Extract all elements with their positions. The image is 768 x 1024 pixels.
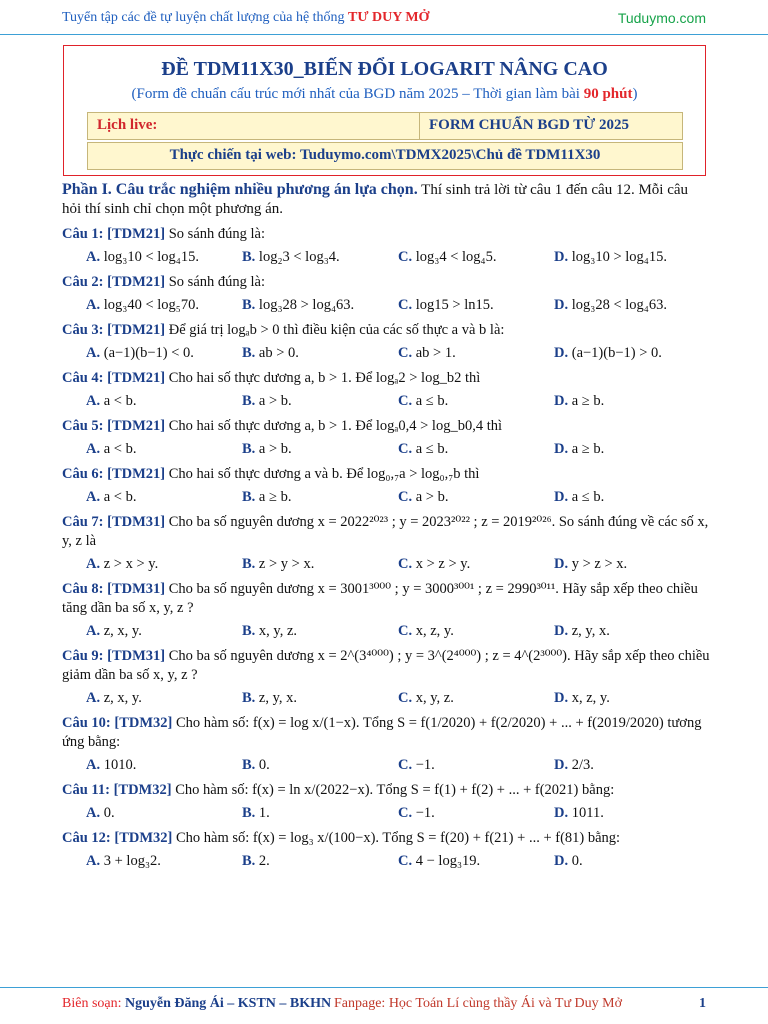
option-key: D. — [554, 757, 569, 773]
option-value: 3 + log₃2. — [103, 853, 161, 869]
answer-options — [86, 440, 710, 459]
option-value: a < b. — [103, 489, 137, 505]
answer-options — [86, 344, 710, 363]
question-text — [62, 580, 710, 618]
question-label: Câu 7: [TDM31] — [62, 514, 166, 530]
option-value: x, z, y. — [415, 623, 454, 639]
answer-option[interactable] — [554, 392, 710, 411]
exam-content — [62, 180, 710, 871]
option-value: log₃40 < log₅70. — [103, 297, 199, 313]
answer-option[interactable] — [86, 804, 242, 823]
question-body: So sánh đúng là: — [165, 226, 265, 242]
page-number: 1 — [699, 996, 706, 1011]
question — [62, 781, 710, 823]
author-name: Nguyễn Đăng Ái – KSTN – BKHN — [125, 996, 332, 1011]
option-key: D. — [554, 297, 569, 313]
option-key: A. — [86, 345, 101, 361]
answer-option[interactable] — [242, 622, 398, 641]
option-value: 0. — [571, 853, 583, 869]
question-label: Câu 6: [TDM21] — [62, 466, 166, 482]
answer-option[interactable] — [242, 440, 398, 459]
answer-option[interactable] — [554, 488, 710, 507]
answer-option[interactable] — [86, 555, 242, 574]
answer-option[interactable] — [398, 296, 554, 315]
part-title: Phần I. Câu trắc nghiệm nhiều phương án lựa chọn. — [62, 181, 418, 198]
option-key: B. — [242, 249, 256, 265]
question-body: Cho hàm số: f(x) = log₃ x/(100−x). Tổng S = f(20) + f(21) + ... + f(81) bằng: — [172, 830, 621, 846]
option-value: a ≤ b. — [415, 393, 449, 409]
option-key: D. — [554, 623, 569, 639]
option-value: a > b. — [258, 393, 292, 409]
option-key: B. — [242, 297, 256, 313]
option-key: A. — [86, 441, 101, 457]
web-row — [87, 142, 683, 170]
answer-option[interactable] — [86, 296, 242, 315]
answer-option[interactable] — [398, 344, 554, 363]
answer-option[interactable] — [242, 344, 398, 363]
option-value: −1. — [415, 757, 435, 773]
question-label: Câu 8: [TDM31] — [62, 581, 166, 597]
answer-option[interactable] — [242, 488, 398, 507]
answer-option[interactable] — [398, 804, 554, 823]
question-body: Cho hàm số: f(x) = ln x/(2022−x). Tổng S = f(1) + f(2) + ... + f(2021) bằng: — [171, 782, 615, 798]
option-value: z, x, y. — [103, 690, 142, 706]
page-header — [62, 10, 706, 32]
answer-option[interactable] — [554, 756, 710, 775]
answer-option[interactable] — [86, 689, 242, 708]
question — [62, 580, 710, 641]
question-text — [62, 321, 710, 340]
option-key: B. — [242, 393, 256, 409]
option-key: B. — [242, 853, 256, 869]
question-label: Câu 5: [TDM21] — [62, 418, 166, 434]
answer-options — [86, 689, 710, 708]
option-value: y > z > x. — [571, 556, 628, 572]
option-key: B. — [242, 441, 256, 457]
option-value: 2. — [258, 853, 270, 869]
web-practice-label[interactable]: Thực chiến tại web: Tuduymo.com\TDMX2025\Chủ đề TDM11X30 — [169, 147, 601, 163]
answer-options — [86, 296, 710, 315]
question-body: Để giá trị logₐb > 0 thì điều kiện của các số thực a và b là: — [165, 322, 505, 338]
answer-option[interactable] — [86, 440, 242, 459]
answer-options — [86, 488, 710, 507]
answer-options — [86, 248, 710, 267]
option-key: B. — [242, 489, 256, 505]
option-value: a ≥ b. — [258, 489, 292, 505]
question — [62, 273, 710, 315]
answer-option[interactable] — [398, 622, 554, 641]
answer-option[interactable] — [242, 296, 398, 315]
option-key: D. — [554, 556, 569, 572]
live-form-row — [87, 112, 683, 140]
option-value: a ≤ b. — [415, 441, 449, 457]
option-key: D. — [554, 690, 569, 706]
option-value: (a−1)(b−1) > 0. — [571, 345, 662, 361]
answer-option[interactable] — [398, 440, 554, 459]
option-key: A. — [86, 690, 101, 706]
option-value: log₃4 < log₄5. — [415, 249, 497, 265]
footer-divider — [0, 987, 768, 988]
question-text — [62, 647, 710, 685]
answer-option[interactable] — [554, 852, 710, 871]
question — [62, 513, 710, 574]
answer-option[interactable] — [242, 555, 398, 574]
option-key: D. — [554, 393, 569, 409]
footer-author: Biên soạn: Nguyễn Đăng Ái – KSTN – BKHN — [62, 996, 332, 1011]
option-key: D. — [554, 805, 569, 821]
question-text — [62, 369, 710, 388]
option-key: D. — [554, 249, 569, 265]
question-body: Cho ba số nguyên dương x = 2^(3⁴⁰⁰⁰) ; y = 3^(2⁴⁰⁰⁰) ; z = 4^(2³⁰⁰⁰). Hãy sắp xếp theo chiều giảm dần ba số x, y, z ? — [62, 648, 710, 683]
question — [62, 647, 710, 708]
row-separator — [419, 113, 420, 139]
option-value: z, y, x. — [258, 690, 298, 706]
answer-option[interactable] — [554, 296, 710, 315]
option-key: B. — [242, 623, 256, 639]
option-key: C. — [398, 489, 413, 505]
answer-option[interactable] — [398, 248, 554, 267]
question-text — [62, 417, 710, 436]
answer-option[interactable] — [86, 248, 242, 267]
form-label: FORM CHUẨN BGD TỪ 2025 — [429, 117, 629, 133]
option-value: 1. — [258, 805, 270, 821]
option-key: D. — [554, 345, 569, 361]
option-key: A. — [86, 393, 101, 409]
option-key: C. — [398, 853, 413, 869]
option-key: C. — [398, 393, 413, 409]
option-value: 4 − log₃19. — [415, 853, 481, 869]
header-website[interactable]: Tuduymo.com — [617, 10, 706, 26]
question — [62, 829, 710, 871]
question — [62, 369, 710, 411]
answer-option[interactable] — [86, 344, 242, 363]
option-key: B. — [242, 757, 256, 773]
answer-options — [86, 852, 710, 871]
option-value: a ≤ b. — [571, 489, 605, 505]
answer-option[interactable] — [242, 248, 398, 267]
option-key: C. — [398, 623, 413, 639]
option-value: a < b. — [103, 393, 137, 409]
option-value: a ≥ b. — [571, 441, 605, 457]
answer-option[interactable] — [554, 804, 710, 823]
answer-option[interactable] — [398, 488, 554, 507]
option-value: ab > 1. — [415, 345, 456, 361]
option-value: 1010. — [103, 757, 137, 773]
question-body: So sánh đúng là: — [165, 274, 265, 290]
question-label: Câu 4: [TDM21] — [62, 370, 166, 386]
answer-options — [86, 804, 710, 823]
question-text — [62, 513, 710, 551]
question-text — [62, 781, 710, 800]
question-label: Câu 10: [TDM32] — [62, 715, 173, 731]
option-value: (a−1)(b−1) < 0. — [103, 345, 194, 361]
option-value: log₂3 < log₃4. — [258, 249, 340, 265]
question-text — [62, 225, 710, 244]
exam-title-box — [63, 45, 706, 176]
option-key: A. — [86, 805, 101, 821]
answer-option[interactable] — [242, 392, 398, 411]
answer-option[interactable] — [554, 689, 710, 708]
exam-time: 90 phút — [583, 86, 633, 102]
option-key: C. — [398, 805, 413, 821]
option-value: z, y, x. — [571, 623, 610, 639]
option-value: log₃10 > log₄15. — [571, 249, 667, 265]
option-key: A. — [86, 489, 101, 505]
answer-option[interactable] — [398, 689, 554, 708]
answer-option[interactable] — [554, 622, 710, 641]
option-value: x, y, z. — [415, 690, 454, 706]
option-value: x > z > y. — [415, 556, 471, 572]
part-instruction: Thí sinh trả lời từ câu 1 đến câu 12. Mỗi câu hỏi thí sinh chỉ chọn một phương án. — [62, 182, 689, 217]
answer-option[interactable] — [86, 622, 242, 641]
answer-option[interactable] — [86, 392, 242, 411]
answer-option[interactable] — [86, 756, 242, 775]
option-key: A. — [86, 623, 101, 639]
option-key: A. — [86, 249, 101, 265]
option-value: a > b. — [258, 441, 292, 457]
option-value: z > x > y. — [103, 556, 159, 572]
question — [62, 714, 710, 775]
question-label: Câu 2: [TDM21] — [62, 274, 166, 290]
question — [62, 321, 710, 363]
header-series-text: Tuyển tập các đề tự luyện chất lượng của hệ thống TƯ DUY MỞ — [62, 10, 430, 25]
option-key: C. — [398, 441, 413, 457]
answer-options — [86, 756, 710, 775]
option-value: log₃28 < log₄63. — [571, 297, 667, 313]
question-label: Câu 1: [TDM21] — [62, 226, 166, 242]
option-key: C. — [398, 249, 413, 265]
header-brand: TƯ DUY MỞ — [348, 10, 430, 25]
option-key: C. — [398, 690, 413, 706]
footer-fanpage[interactable]: Fanpage: Học Toán Lí cùng thầy Ái và Tư Duy Mở — [334, 996, 622, 1011]
answer-options — [86, 392, 710, 411]
option-value: x, z, y. — [571, 690, 610, 706]
answer-option[interactable] — [398, 555, 554, 574]
option-key: C. — [398, 297, 413, 313]
question — [62, 465, 710, 507]
answer-option[interactable] — [86, 488, 242, 507]
question-body: Cho hai số thực dương a, b > 1. Để logₐ2 > log_b2 thì — [165, 370, 481, 386]
answer-option[interactable] — [242, 756, 398, 775]
option-key: D. — [554, 489, 569, 505]
option-value: x, y, z. — [258, 623, 298, 639]
option-key: A. — [86, 556, 101, 572]
option-value: a > b. — [415, 489, 449, 505]
question-body: Cho hai số thực dương a và b. Để log₀,₇a > log₀,₇b thì — [165, 466, 480, 482]
option-key: A. — [86, 853, 101, 869]
option-key: C. — [398, 556, 413, 572]
question-label: Câu 11: [TDM32] — [62, 782, 172, 798]
option-value: log15 > ln15. — [415, 297, 494, 313]
option-key: B. — [242, 556, 256, 572]
option-value: 0. — [103, 805, 115, 821]
answer-option[interactable] — [554, 248, 710, 267]
option-value: 1011. — [571, 805, 604, 821]
answer-options — [86, 555, 710, 574]
question-list — [62, 225, 710, 871]
option-key: C. — [398, 345, 413, 361]
option-value: a < b. — [103, 441, 137, 457]
option-key: D. — [554, 441, 569, 457]
answer-option[interactable] — [242, 804, 398, 823]
option-value: 0. — [258, 757, 270, 773]
question-label: Câu 9: [TDM31] — [62, 648, 166, 664]
option-key: A. — [86, 297, 101, 313]
question-label: Câu 12: [TDM32] — [62, 830, 173, 846]
exam-subtitle: (Form đề chuẩn cấu trúc mới nhất của BGD năm 2025 – Thời gian làm bài 90 phút) — [131, 86, 638, 102]
header-divider — [0, 34, 768, 35]
question-text — [62, 714, 710, 752]
answer-option[interactable] — [242, 852, 398, 871]
answer-option[interactable] — [398, 756, 554, 775]
question-body: Cho ba số nguyên dương x = 3001³⁰⁰⁰ ; y = 3000³⁰⁰¹ ; z = 2990³⁰¹¹. Hãy sắp xếp theo chiều tăng dần ba số x, y, z ? — [62, 581, 698, 616]
answer-option[interactable] — [398, 852, 554, 871]
option-value: −1. — [415, 805, 435, 821]
answer-option[interactable] — [554, 440, 710, 459]
option-value: z, x, y. — [103, 623, 142, 639]
option-key: B. — [242, 345, 256, 361]
question-body: Cho hàm số: f(x) = log x/(1−x). Tổng S = f(1/2020) + f(2/2020) + ... + f(2019/2020) tương ứng bằng: — [62, 715, 702, 750]
question-body: Cho hai số thực dương a, b > 1. Để logₐ0,4 > log_b0,4 thì — [165, 418, 503, 434]
option-value: 2/3. — [571, 757, 594, 773]
question — [62, 225, 710, 267]
exam-title: ĐỀ TDM11X30_BIẾN ĐỔI LOGARIT NÂNG CAO — [161, 58, 608, 80]
question-body: Cho ba số nguyên dương x = 2022²⁰²³ ; y = 2023²⁰²² ; z = 2019²⁰²⁶. So sánh đúng về các số x, y, z là — [62, 514, 709, 549]
option-key: B. — [242, 805, 256, 821]
option-value: log₃28 > log₄63. — [258, 297, 355, 313]
answer-option[interactable] — [86, 852, 242, 871]
option-value: a ≥ b. — [571, 393, 605, 409]
answer-option[interactable] — [398, 392, 554, 411]
option-key: B. — [242, 690, 256, 706]
option-value: log₃10 < log₄15. — [103, 249, 199, 265]
option-key: C. — [398, 757, 413, 773]
live-schedule-label: Lịch live: — [97, 117, 158, 133]
question — [62, 417, 710, 459]
answer-option[interactable] — [554, 344, 710, 363]
answer-options — [86, 622, 710, 641]
option-value: ab > 0. — [258, 345, 299, 361]
question-text — [62, 273, 710, 292]
answer-option[interactable] — [242, 689, 398, 708]
option-key: A. — [86, 757, 101, 773]
question-label: Câu 3: [TDM21] — [62, 322, 166, 338]
option-key: D. — [554, 853, 569, 869]
question-text — [62, 465, 710, 484]
part-heading — [62, 180, 710, 219]
answer-option[interactable] — [554, 555, 710, 574]
question-text — [62, 829, 710, 848]
option-value: z > y > x. — [258, 556, 315, 572]
